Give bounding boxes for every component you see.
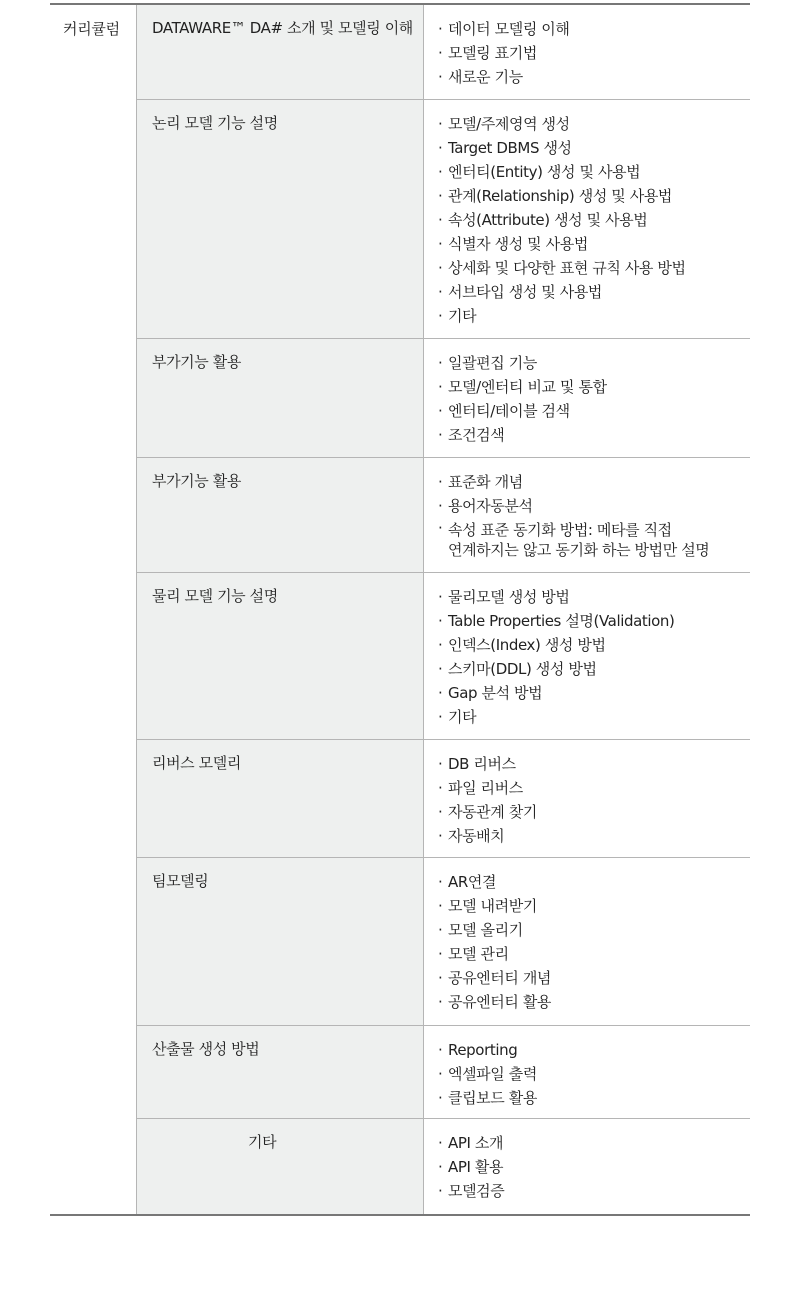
list-item: · 클립보드 활용	[438, 1086, 750, 1110]
list-item: · 공유엔터티 개념	[438, 966, 750, 990]
list-item: · 새로운 기능	[438, 65, 750, 89]
table-row	[137, 572, 750, 739]
list-item: · API 활용	[438, 1155, 750, 1179]
list-item: · 기타	[438, 705, 750, 729]
table-row	[137, 1118, 750, 1214]
item-list	[424, 573, 750, 739]
list-item: · API 소개	[438, 1131, 750, 1155]
list-item: · 모델/주제영역 생성	[438, 112, 750, 136]
list-item: · 물리모델 생성 방법	[438, 585, 750, 609]
curriculum-rows	[137, 5, 750, 1214]
list-item: · 공유엔터티 활용	[438, 990, 750, 1014]
list-item: · 스키마(DDL) 생성 방법	[438, 657, 750, 681]
topic-cell: 부가기능 활용	[137, 339, 424, 457]
curriculum-header-cell	[50, 5, 137, 1214]
item-list	[424, 740, 750, 857]
table-row	[137, 457, 750, 572]
item-list	[424, 1119, 750, 1214]
topic-cell: DATAWARE™ DA# 소개 및 모델링 이해	[137, 5, 424, 99]
list-item: · 엔터티(Entity) 생성 및 사용법	[438, 160, 750, 184]
list-item: · 식별자 생성 및 사용법	[438, 232, 750, 256]
topic-cell: 산출물 생성 방법	[137, 1026, 424, 1118]
list-item: · 용어자동분석	[438, 494, 750, 518]
list-item: · 표준화 개념	[438, 470, 750, 494]
list-item: · 관계(Relationship) 생성 및 사용법	[438, 184, 750, 208]
list-item: · Reporting	[438, 1038, 750, 1062]
list-item: · 자동관계 찾기	[438, 800, 750, 824]
list-item: · 모델 내려받기	[438, 894, 750, 918]
topic-cell: 팀모델링	[137, 858, 424, 1025]
topic-cell: 리버스 모델리	[137, 740, 424, 857]
item-list	[424, 100, 750, 338]
list-item-line: · 속성 표준 동기화 방법: 메타를 직접	[448, 521, 672, 539]
list-item: · 일괄편집 기능	[438, 351, 750, 375]
table-row	[137, 739, 750, 857]
item-list	[424, 458, 750, 572]
item-list	[424, 339, 750, 457]
list-item: · 엑셀파일 출력	[438, 1062, 750, 1086]
list-item: · 기타	[438, 304, 750, 328]
curriculum-table	[50, 3, 750, 1216]
table-row	[137, 5, 750, 99]
item-list	[424, 1026, 750, 1118]
table-row	[137, 99, 750, 338]
topic-cell: 부가기능 활용	[137, 458, 424, 572]
list-item: · 모델 관리	[438, 942, 750, 966]
list-item: · 모델검증	[438, 1179, 750, 1203]
table-row	[137, 338, 750, 457]
list-item: · 서브타입 생성 및 사용법	[438, 280, 750, 304]
item-list	[424, 5, 750, 99]
topic-cell: 논리 모델 기능 설명	[137, 100, 424, 338]
list-item: · 인덱스(Index) 생성 방법	[438, 633, 750, 657]
topic-cell: 기타	[137, 1119, 424, 1214]
list-item: · Target DBMS 생성	[438, 136, 750, 160]
curriculum-label: 커리큘럼	[63, 20, 120, 38]
list-item: · 모델/엔터티 비교 및 통합	[438, 375, 750, 399]
list-item: · 자동배치	[438, 824, 750, 848]
list-item-line: 연계하지는 않고 동기화 하는 방법만 설명	[448, 541, 710, 559]
list-item: · 조건검색	[438, 423, 750, 447]
list-item: · AR연결	[438, 870, 750, 894]
item-list	[424, 858, 750, 1025]
list-item: · 파일 리버스	[438, 776, 750, 800]
list-item: · 상세화 및 다양한 표현 규칙 사용 방법	[438, 256, 750, 280]
table-row	[137, 857, 750, 1025]
list-item: · DB 리버스	[438, 752, 750, 776]
list-item: · 데이터 모델링 이해	[438, 17, 750, 41]
list-item	[438, 518, 750, 562]
list-item: · 모델 올리기	[438, 918, 750, 942]
list-item: · Table Properties 설명(Validation)	[438, 609, 750, 633]
table-row	[137, 1025, 750, 1118]
list-item: · 모델링 표기법	[438, 41, 750, 65]
list-item: · Gap 분석 방법	[438, 681, 750, 705]
topic-cell: 물리 모델 기능 설명	[137, 573, 424, 739]
list-item: · 속성(Attribute) 생성 및 사용법	[438, 208, 750, 232]
list-item: · 엔터티/테이블 검색	[438, 399, 750, 423]
